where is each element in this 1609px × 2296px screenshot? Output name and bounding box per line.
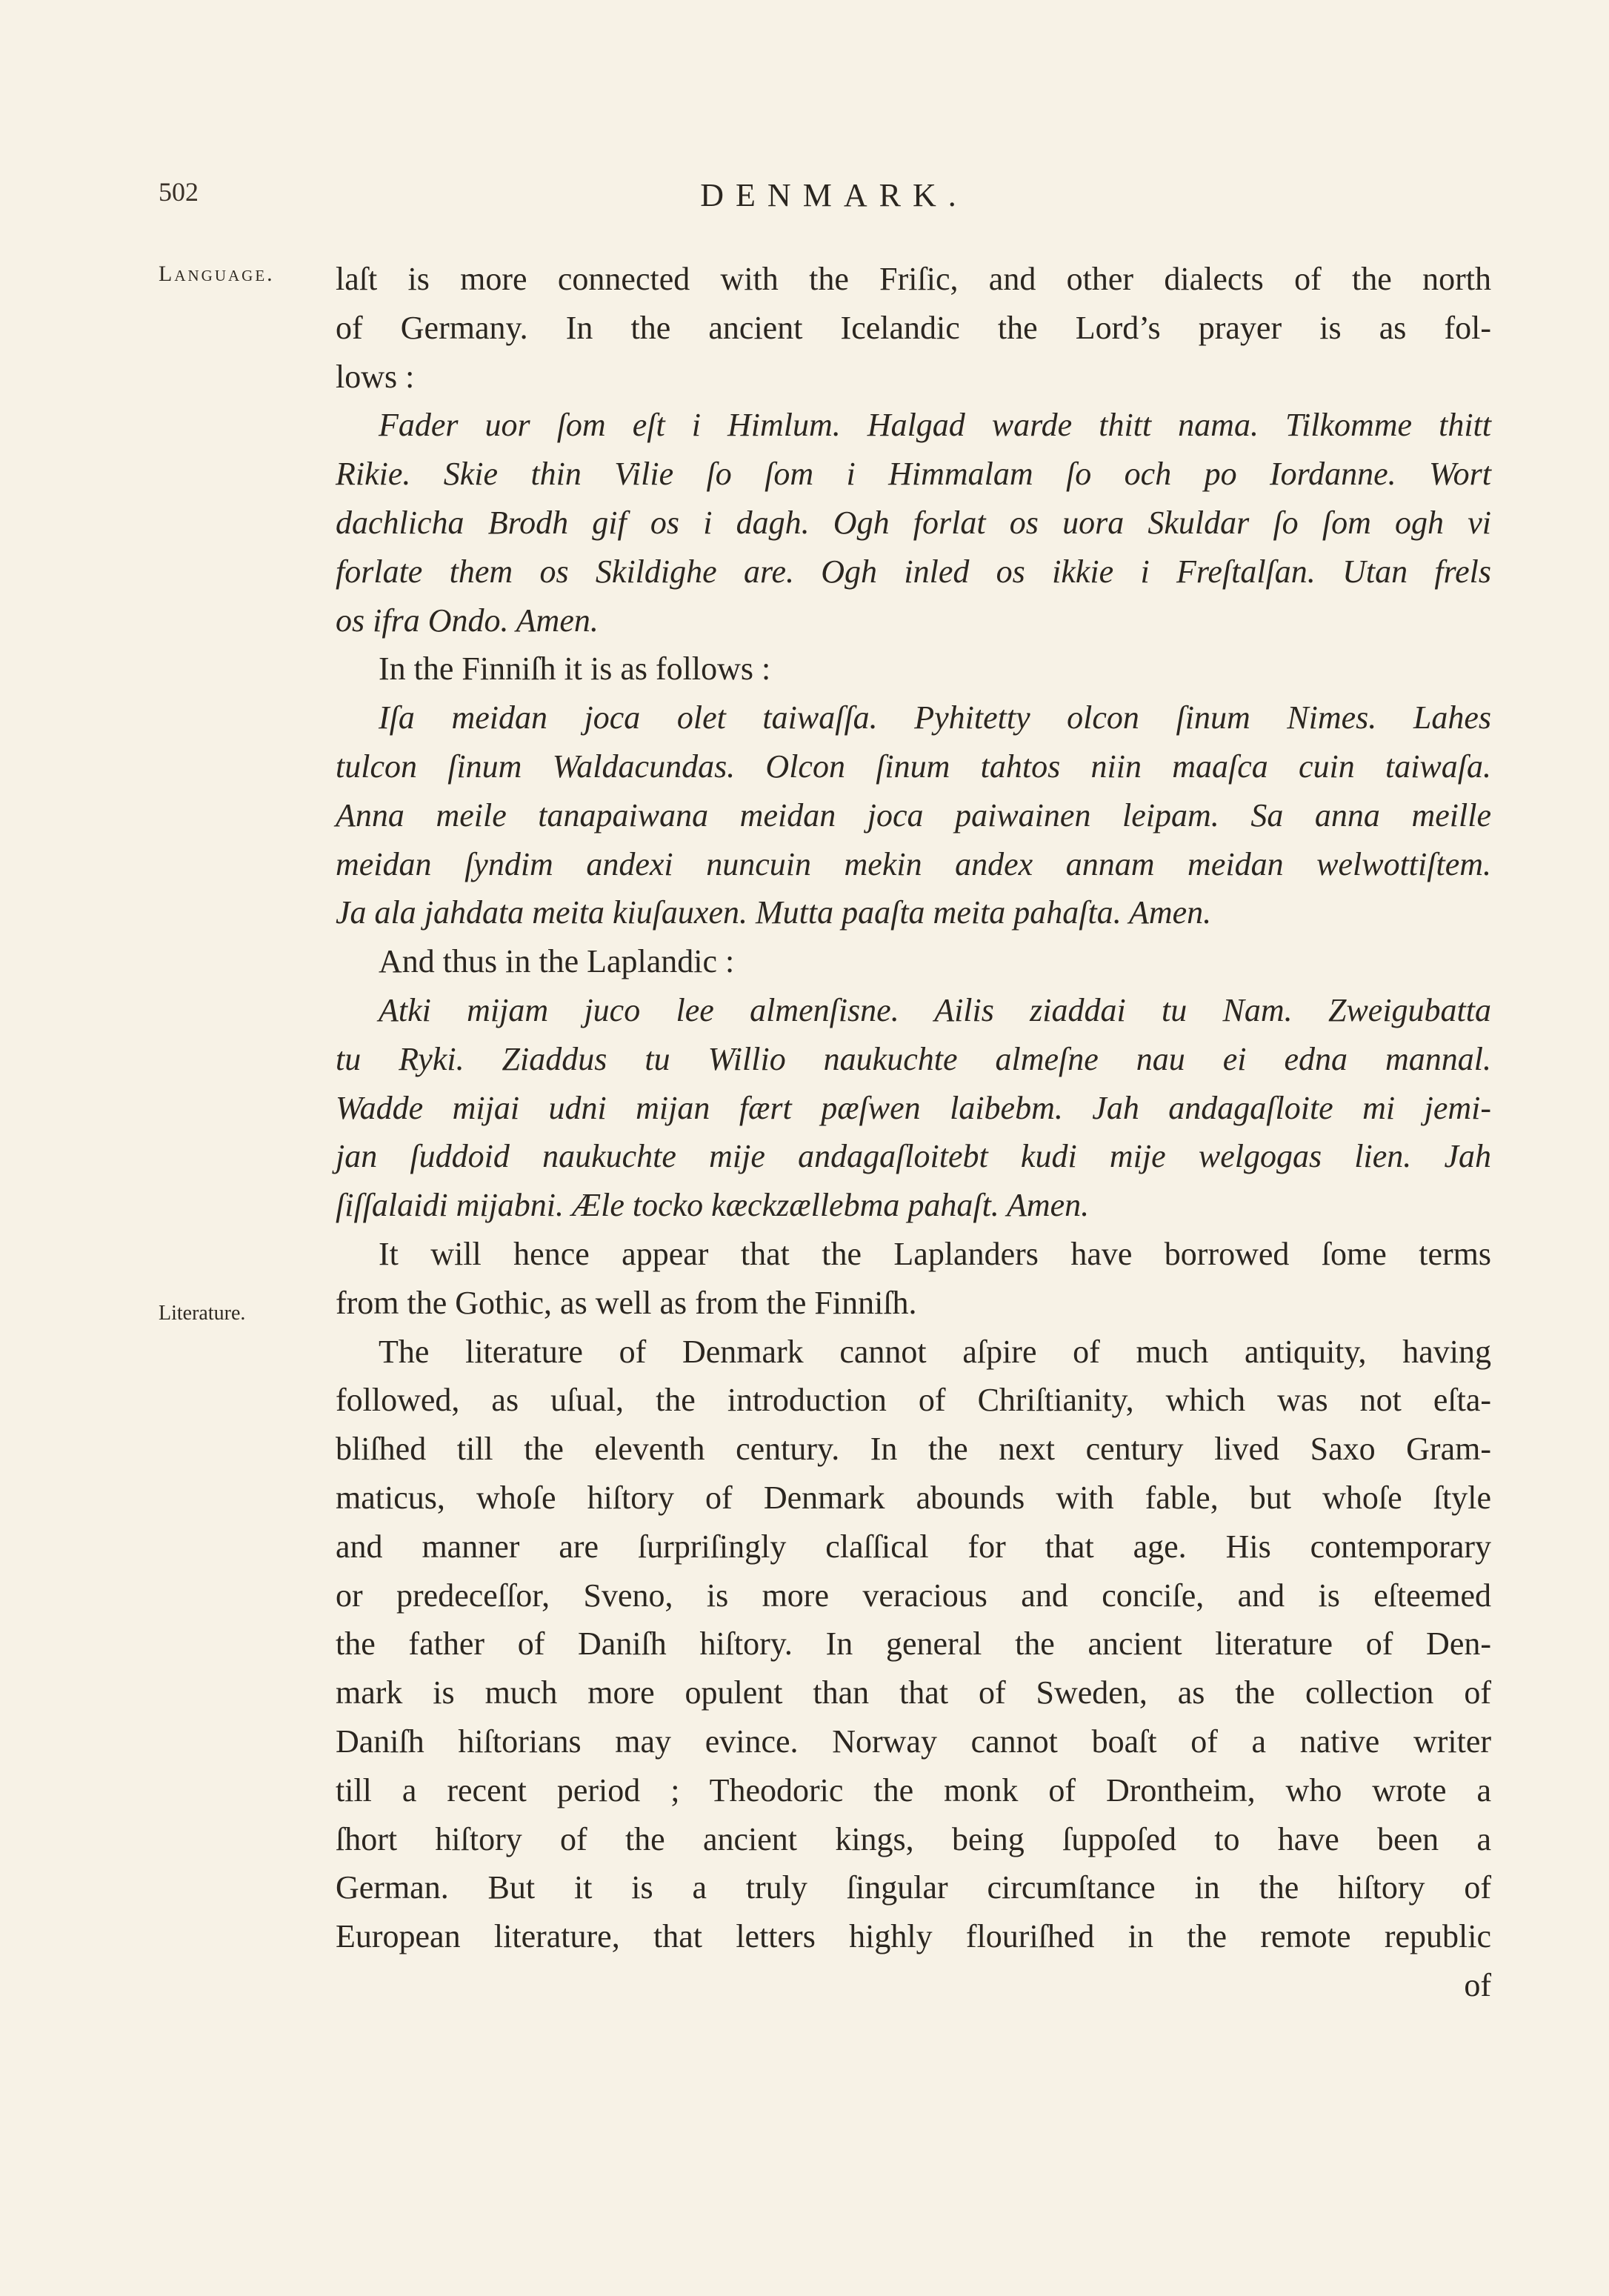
text-line: And thus in the Laplandic : [379,943,735,980]
text-line: till a recent period ; Theodoric the monk of Drontheim, who wrote a [336,1771,1491,1808]
text-line: bliſhed till the eleventh century. In the next century lived Saxo Gram- [336,1431,1491,1468]
text-line: from the Gothic, as well as from the Finniſh. [336,1284,917,1321]
text-line: tulcon ſinum Waldacundas. Olcon ſinum tahtos niin maaſca cuin taiwaſa. [336,748,1491,785]
text-line: or predeceſſor, Sveno, is more veracious and conciſe, and is eſteemed [336,1577,1491,1614]
text-line: ſiſſalaidi mijabni. Æle tocko kæckzællebma pahaſt. Amen. [336,1187,1090,1224]
text-line: Wadde mijai udni mijan fært pæſwen laibebm. Jah andagaſloite mi jemi- [336,1089,1491,1126]
text-line: jan ſuddoid naukuchte mije andagaſloitebt kudi mije welgogas lien. Jah [336,1138,1491,1175]
text-line: tu Ryki. Ziaddus tu Willio naukuchte almeſne nau ei edna mannal. [336,1040,1491,1077]
text-line: Fader uor ſom eſt i Himlum. Halgad warde thitt nama. Tilkomme thitt [379,407,1491,444]
margin-note-language: Language. [159,262,275,286]
text-line: maticus, whoſe hiſtory of Denmark abounds with fable, but whoſe ſtyle [336,1479,1491,1516]
margin-note-literature: Literature. [159,1302,246,1325]
text-line: Iſa meidan joca olet taiwaſſa. Pyhitetty olcon ſinum Nimes. Lahes [379,699,1491,736]
text-line: Daniſh hiſtorians may evince. Norway cannot boaſt of a native writer [336,1723,1491,1760]
text-line: forlate them os Skildighe are. Ogh inled os ikkie i Freſtalſan. Utan frels [336,553,1491,590]
text-line: ſhort hiſtory of the ancient kings, being ſuppoſed to have been a [336,1820,1491,1857]
text-line: Atki mijam juco lee almenſisne. Ailis ziaddai tu Nam. Zweigubatta [379,991,1491,1028]
text-line: It will hence appear that the Laplanders have borrowed ſome terms [379,1235,1491,1272]
text-line: the father of Daniſh hiſtory. In general the ancient literature of Den- [336,1625,1491,1663]
text-line: os ifra Ondo. Amen. [336,602,599,639]
text-line: In the Finniſh it is as follows : [379,650,771,688]
text-line: mark is much more opulent than that of Sweden, as the collection of [336,1674,1491,1711]
text-line: of Germany. In the ancient Icelandic the Lord’s prayer is as fol- [336,309,1491,346]
text-line: European literature, that letters highly flouriſhed in the remote republic [336,1918,1491,1955]
text-line: The literature of Denmark cannot aſpire of much antiquity, having [379,1333,1491,1370]
text-line: German. But it is a truly ſingular circumſtance in the hiſtory of [336,1869,1491,1906]
running-title: DENMARK. [700,177,968,213]
text-line: dachlicha Brodh gif os i dagh. Ogh forlat os uora Skuldar ſo ſom ogh vi [336,504,1491,541]
text-line: Anna meile tanapaiwana meidan joca paiwainen leipam. Sa anna meille [336,796,1491,833]
text-line: meidan ſyndim andexi nuncuin mekin andex annam meidan welwottiſtem. [336,845,1491,882]
text-line: and manner are ſurpriſingly claſſical for that age. His contemporary [336,1528,1491,1565]
text-line: Ja ala jahdata meita kiuſauxen. Mutta paaſta meita pahaſta. Amen. [336,894,1212,931]
text-line: lows : [336,358,415,395]
text-line: Rikie. Skie thin Vilie ſo ſom i Himmalam ſo och po Iordanne. Wort [336,456,1491,493]
page-number: 502 [159,177,199,207]
body-text [336,255,1491,2010]
text-line: laſt is more connected with the Friſic, and other dialects of the north [336,261,1491,297]
text-line: followed, as uſual, the introduction of Chriſtianity, which was not eſta- [336,1382,1491,1419]
text-line: of [1464,1966,1491,2003]
